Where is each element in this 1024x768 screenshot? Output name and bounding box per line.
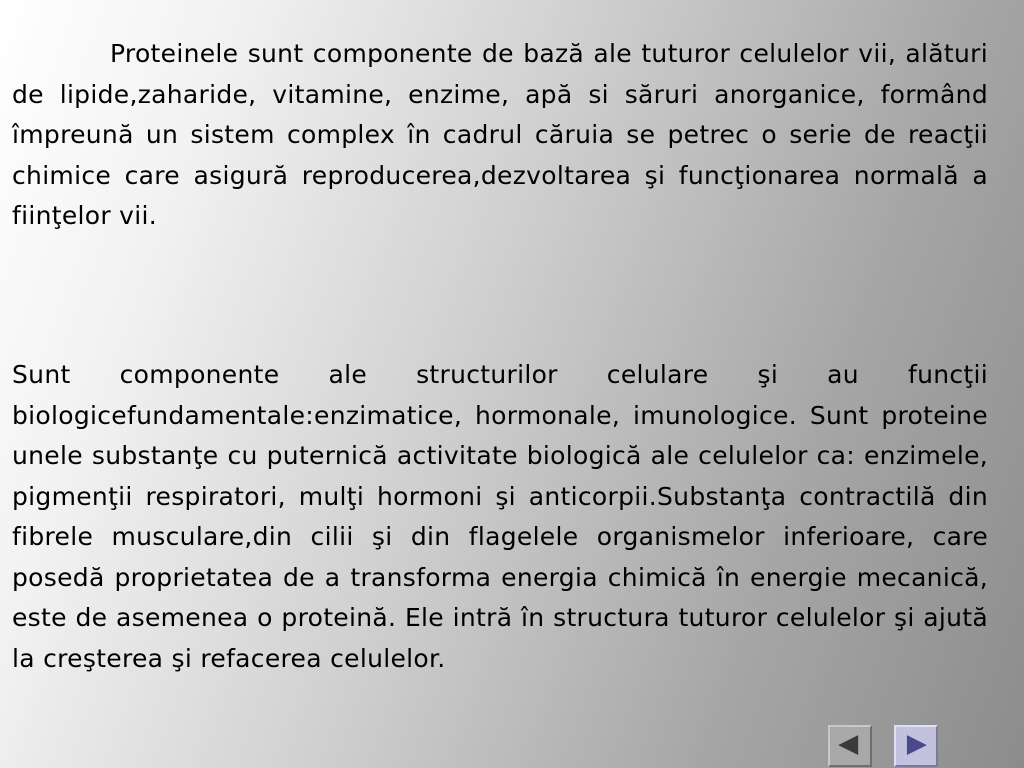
- triangle-left-icon: [830, 727, 870, 765]
- triangle-right-icon: [896, 727, 936, 765]
- slide-paragraph-2: Sunt componente ale structurilor celulare şi au funcţii biologicefundamentale:enzimatice, hormonale, imunologice. Sunt proteine unele substanţe cu puternică activitate biologică ale celulelor ca: enzimele, pigmenţii respiratori, mulţi hormoni şi anticorpii.Substanţa contractilă din fibrele musculare,din cilii şi din flagelele organismelor inferioare, care posedă proprietatea de a transforma energia chimică în energie mecanică, este de asemenea o proteină. Ele intră în structura tuturor celulelor şi ajută la creşterea şi refacerea celulelor.: [12, 360, 988, 673]
- slide-paragraph-1: Proteinele sunt componente de bază ale tuturor celulelor vii, alături de lipide,zaharide, vitamine, enzime, apă si săruri anorganice, formând împreună un sistem complex în cadrul căruia se petrec o serie de reacţii chimice care asigură reproducerea,dezvoltarea şi funcţionarea normală a fiinţelor vii.: [12, 39, 988, 230]
- previous-slide-button[interactable]: [828, 725, 872, 767]
- next-slide-button[interactable]: [894, 725, 938, 767]
